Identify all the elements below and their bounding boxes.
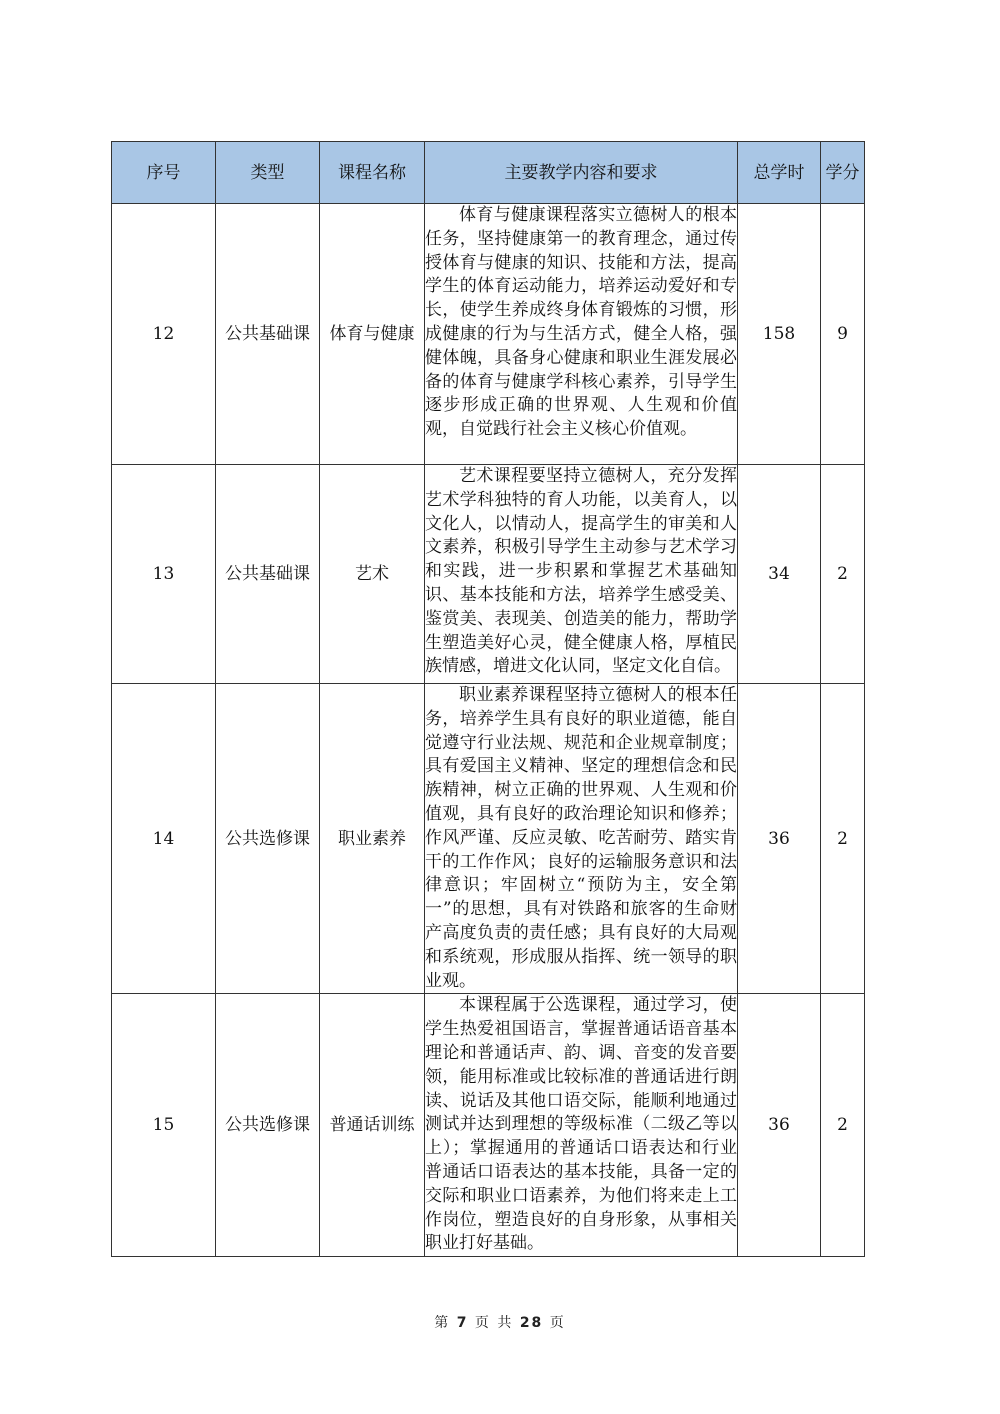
- row-hours: 158: [738, 204, 821, 465]
- footer-middle: 页 共: [474, 1315, 514, 1331]
- row-no: 12: [112, 204, 216, 465]
- footer-page-number: 7: [456, 1315, 469, 1331]
- row-no: 13: [112, 465, 216, 684]
- row-credits: 2: [821, 994, 865, 1257]
- row-type: 公共选修课: [216, 684, 320, 994]
- row-no: 15: [112, 994, 216, 1257]
- row-content-text: 艺术课程要坚持立德树人，充分发挥艺术学科独特的育人功能，以美育人，以文化人，以情动人，提高学生的审美和人文素养，积极引导学生主动参与艺术学习和实践，进一步积累和掌握艺术基础知识、基本技能和方法，培养学生感受美、鉴赏美、表现美、创造美的能力，帮助学生塑造美好心灵，健全健康人格，厚植民族情感，增进文化认同，坚定文化自信。: [425, 466, 737, 677]
- header-hours: 总学时: [738, 142, 821, 204]
- row-hours: 34: [738, 465, 821, 684]
- page-footer: [0, 1312, 1000, 1332]
- row-hours: 36: [738, 684, 821, 994]
- row-credits: 9: [821, 204, 865, 465]
- course-table: [111, 141, 865, 1257]
- row-hours: 36: [738, 994, 821, 1257]
- table-row: [112, 204, 865, 465]
- row-content: [425, 465, 738, 684]
- row-credits: 2: [821, 465, 865, 684]
- table-row: [112, 465, 865, 684]
- row-content-text: 体育与健康课程落实立德树人的根本任务，坚持健康第一的教育理念，通过传授体育与健康的知识、技能和方法，提高学生的体育运动能力，培养运动爱好和专长，使学生养成终身体育锻炼的习惯，形成健康的行为与生活方式，健全人格，强健体魄，具备身心健康和职业生涯发展必备的体育与健康学科核心素养，引导学生逐步形成正确的世界观、人生观和价值观，自觉践行社会主义核心价值观。: [425, 205, 737, 440]
- footer-suffix: 页: [549, 1315, 566, 1331]
- row-credits: 2: [821, 684, 865, 994]
- footer-prefix: 第: [434, 1315, 451, 1331]
- row-type: 公共基础课: [216, 204, 320, 465]
- table-row: [112, 994, 865, 1257]
- row-content: [425, 684, 738, 994]
- header-name: 课程名称: [320, 142, 425, 204]
- row-course-name: 艺术: [320, 465, 425, 684]
- row-course-name: 体育与健康: [320, 204, 425, 465]
- row-no: 14: [112, 684, 216, 994]
- header-content: 主要教学内容和要求: [425, 142, 738, 204]
- row-type: 公共选修课: [216, 994, 320, 1257]
- row-content: [425, 204, 738, 465]
- row-content-text: 本课程属于公选课程，通过学习，使学生热爱祖国语言，掌握普通话语音基本理论和普通话声、韵、调、音变的发音要领，能用标准或比较标准的普通话进行朗读、说话及其他口语交际，能顺利地通过测试并达到理想的等级标准（二级乙等以上）；掌握通用的普通话口语表达和行业普通话口语表达的基本技能，具备一定的交际和职业口语素养，为他们将来走上工作岗位，塑造良好的自身形象，从事相关职业打好基础。: [425, 995, 737, 1254]
- row-content: [425, 994, 738, 1257]
- footer-total-pages: 28: [519, 1315, 544, 1331]
- row-course-name: 职业素养: [320, 684, 425, 994]
- row-type: 公共基础课: [216, 465, 320, 684]
- table-row: [112, 684, 865, 994]
- header-type: 类型: [216, 142, 320, 204]
- table-header-row: [112, 142, 865, 204]
- header-no: 序号: [112, 142, 216, 204]
- header-credits: 学分: [821, 142, 865, 204]
- row-course-name: 普通话训练: [320, 994, 425, 1257]
- row-content-text: 职业素养课程坚持立德树人的根本任务，培养学生具有良好的职业道德，能自觉遵守行业法规、规范和企业规章制度；具有爱国主义精神、坚定的理想信念和民族精神，树立正确的世界观、人生观和价值观，具有良好的政治理论知识和修养；作风严谨、反应灵敏、吃苦耐劳、踏实肯干的工作作风；良好的运输服务意识和法律意识；牢固树立“预防为主，安全第一”的思想，具有对铁路和旅客的生命财产高度负责的责任感；具有良好的大局观和系统观，形成服从指挥、统一领导的职业观。: [425, 685, 737, 991]
